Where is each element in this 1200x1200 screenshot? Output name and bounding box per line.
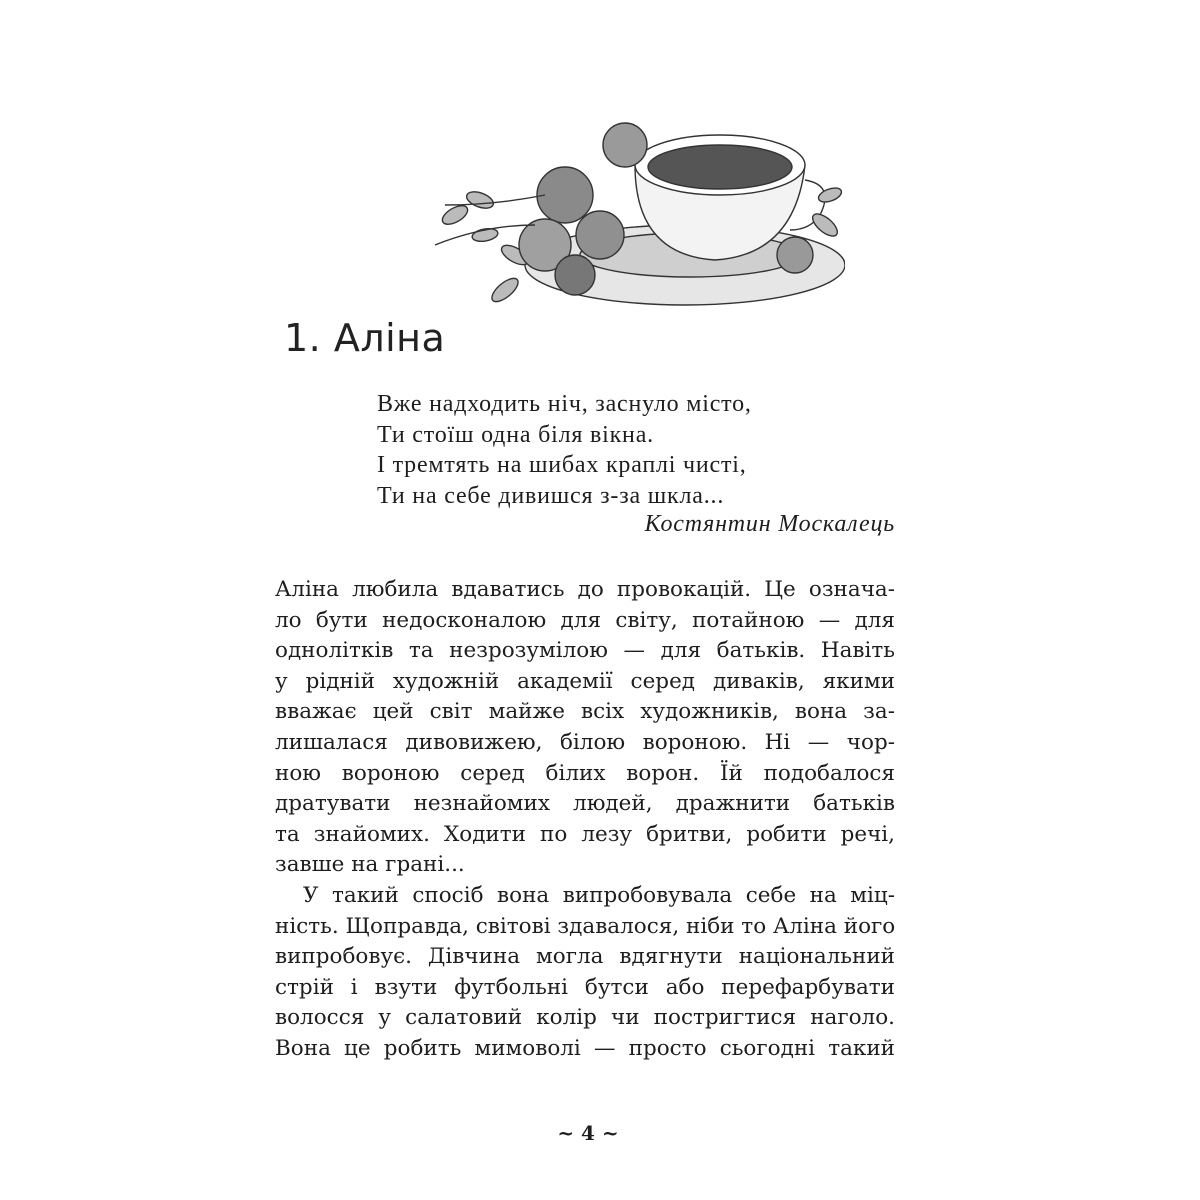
text-line: Аліна любила вдаватись до провокацій. Це означа- [275,577,895,602]
text-line: ність. Щоправда, світові здавалося, ніби то Аліна його [275,913,896,939]
text-line: дратувати незнайомих людей, дражнити батьків [275,791,895,817]
text-line: ною вороною серед білих ворон. Їй подобалося [275,760,895,786]
text-line: стрій і взути футбольні бутси або перефарбувати [275,974,895,1000]
page-number: ~ 4 ~ [557,1121,619,1145]
text-line: завше на грані... [275,852,465,878]
text-line: у рідній художній академії серед диваків, якими [275,668,895,694]
poem-line: Ти стоїш одна біля вікна. [377,421,654,448]
text-line: волосся у салатовий колір чи постригтися наголо. [275,1005,895,1031]
epigraph-author: Костянтин Москалець [644,511,895,537]
text-line: ло бути недосконалою для світу, потайною — для [275,607,895,633]
text-line: та знайомих. Ходити по лезу бритви, робити речі, [275,821,895,847]
text-line: У такий спосіб вона випробовувала себе на міц- [303,882,895,908]
text-line: однолітків та незрозумілою — для батьків. Навіть [275,638,895,664]
poem-line: Вже надходить ніч, заснуло місто, [377,391,752,417]
poem-line: Ти на себе дивишся з-за шкла... [377,482,725,509]
chapter-title: 1. Аліна [284,316,446,360]
text-line: Вона це робить мимоволі — просто сьогодні такий [275,1035,895,1061]
text-line: випробовує. Дівчина могла вдягнути національний [275,944,895,970]
body-text [275,575,895,1065]
epigraph-poem [377,389,752,511]
text-line: вважає цей світ майже всіх художників, вона за- [275,699,895,725]
text-line: лишалася дивовижею, білою вороною. Ні — чор- [275,729,895,755]
poem-line: І тремтять на шибах краплі чисті, [377,452,747,478]
teacup-flowers-illustration [425,105,845,315]
